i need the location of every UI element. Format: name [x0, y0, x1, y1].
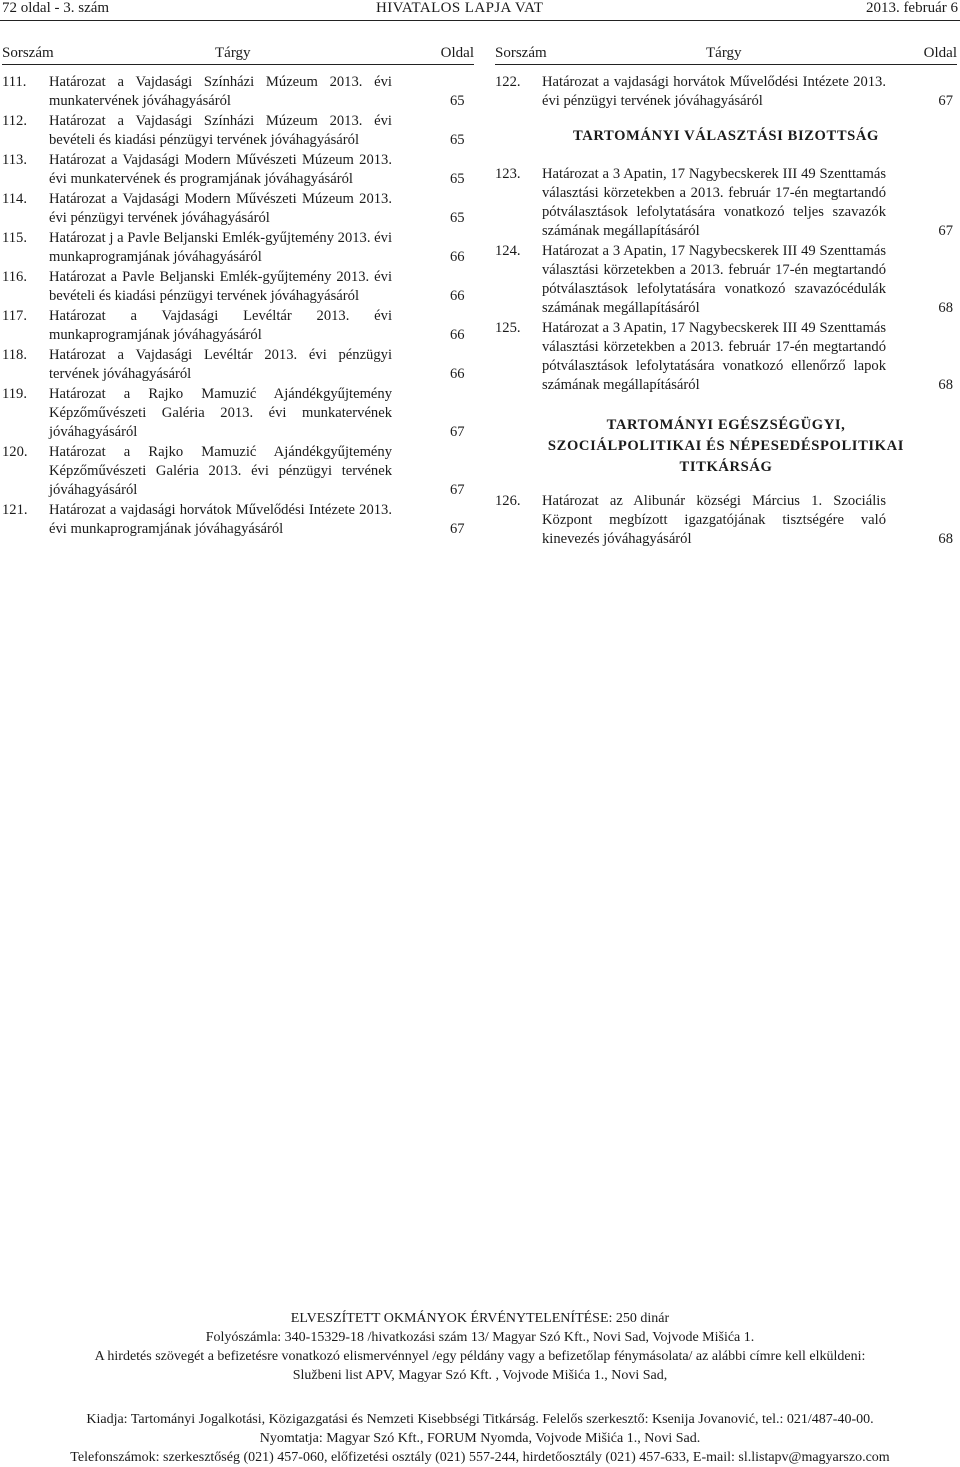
entry-number: 125. — [495, 320, 521, 336]
page-number-label: 72 oldal - 3. szám — [2, 0, 110, 16]
toc-entry — [2, 112, 474, 150]
section-title-line: SZOCIÁLPOLITIKAI ÉS NÉPESEDÉSPOLITIKAI — [547, 438, 905, 454]
toc-list — [495, 492, 957, 549]
toc-list — [495, 73, 957, 111]
col-page-label: Oldal — [440, 45, 474, 61]
imprint — [0, 1410, 960, 1467]
toc-entry — [495, 165, 957, 241]
entry-page: 68 — [938, 300, 953, 316]
entry-title: Határozat a 3 Apatin, 17 Nagybecskerek III 49 Szenttamás választási körzetekben a 2013. február 17-én megtartandó pótválasztások lefolytatására vonatkozó ellenőrző lapok számának megállapításáról — [542, 320, 886, 393]
entry-number: 117. — [2, 308, 27, 324]
entry-number: 119. — [2, 386, 27, 402]
toc-list — [495, 165, 957, 395]
toc-entry — [2, 443, 474, 500]
toc-list — [2, 73, 474, 539]
imprint-contacts: Telefonszámok: szerkesztőség (021) 457-060, előfizetési osztály (021) 557-244, hirdetőosztály (021) 457-633, E-mail: sl.listapv@magyarszo.com — [70, 1450, 890, 1465]
col-number-label: Sorszám — [2, 45, 54, 61]
entry-page: 65 — [450, 93, 465, 109]
notice-address: Službeni list APV, Magyar Szó Kft. , Vojvode Mišića 1., Novi Sad, — [292, 1368, 668, 1383]
running-header — [0, 0, 960, 22]
entry-number: 113. — [2, 152, 27, 168]
entry-page: 67 — [450, 424, 465, 440]
entry-page: 68 — [938, 531, 953, 547]
entry-title: Határozat a Vajdasági Levéltár 2013. évi pénzügyi tervének jóváhagyásáról — [49, 347, 392, 382]
column-header — [495, 44, 957, 65]
entry-number: 111. — [2, 74, 27, 90]
toc-entry — [2, 73, 474, 111]
section-title-health-secretariat — [495, 415, 957, 478]
entry-title: Határozat a Vajdasági Modern Művészeti Múzeum 2013. évi munkatervének és programjának jóváhagyásáról — [49, 152, 392, 187]
entry-page: 66 — [450, 249, 465, 265]
imprint-publisher: Kiadja: Tartományi Jogalkotási, Közigazgatási és Nemzeti Kisebbségi Titkárság. Felelős szerkesztő: Ksenija Jovanović, tel.: 021/487-40-00. — [86, 1412, 874, 1427]
entry-title: Határozat a vajdasági horvátok Művelődési Intézete 2013. évi munkaprogramjának jóváhagyásáról — [49, 502, 392, 537]
col-number-label: Sorszám — [495, 45, 547, 61]
toc-entry — [495, 73, 957, 111]
toc-entry — [2, 268, 474, 306]
toc-entry — [2, 229, 474, 267]
header-rule — [0, 20, 960, 21]
notice-instructions: A hirdetés szövegét a befizetésre vonatkozó elismervénnyel /egy példány vagy a befizetőlap fénymásolata/ az alábbi címre kell elküldeni: — [94, 1349, 866, 1364]
section-title-line: TARTOMÁNYI EGÉSZSÉGÜGYI, — [606, 417, 846, 433]
toc-entry — [2, 307, 474, 345]
entry-page: 65 — [450, 132, 465, 148]
issue-date: 2013. február 6 — [865, 0, 958, 16]
entry-number: 115. — [2, 230, 27, 246]
entry-page: 67 — [450, 482, 465, 498]
entry-number: 118. — [2, 347, 27, 363]
toc-entry — [2, 151, 474, 189]
entry-number: 121. — [2, 502, 28, 518]
entry-number: 124. — [495, 243, 521, 259]
entry-number: 122. — [495, 74, 521, 90]
col-page-label: Oldal — [923, 45, 957, 61]
entry-page: 66 — [450, 288, 465, 304]
entry-page: 65 — [450, 210, 465, 226]
entry-page: 67 — [450, 521, 465, 537]
entry-title: Határozat a 3 Apatin, 17 Nagybecskerek III 49 Szenttamás választási körzetekben a 2013. február 17-én megtartandó pótválasztások lefolytatására vonatkozó szavazócédulák számának megállapításáról — [542, 243, 886, 316]
column-header — [2, 44, 474, 65]
entry-page: 67 — [938, 223, 953, 239]
notice-title: ELVESZÍTETT OKMÁNYOK ÉRVÉNYTELENÍTÉSE: 250 dinár — [290, 1311, 670, 1326]
entry-title: Határozat a Rajko Mamuzić Ajándékgyűjtemény Képzőművészeti Galéria 2013. évi pénzügyi tervének jóváhagyásáról — [49, 444, 392, 498]
entry-title: Határozat az Alibunár községi Március 1. Szociális Központ megbízott igazgatójának tisztségére való kinevezés jóváhagyásáról — [542, 493, 886, 547]
entry-page: 65 — [450, 171, 465, 187]
entry-page: 68 — [938, 377, 953, 393]
section-title-line: TITKÁRSÁG — [679, 459, 773, 475]
gazette-title: HIVATALOS LAPJA VAT — [376, 0, 544, 16]
entry-title: Határozat a Rajko Mamuzić Ajándékgyűjtemény Képzőművészeti Galéria 2013. évi munkatervének jóváhagyásáról — [49, 386, 392, 440]
entry-page: 66 — [450, 366, 465, 382]
notice-box — [0, 1309, 960, 1385]
toc-entry — [2, 385, 474, 442]
entry-title: Határozat a Pavle Beljanski Emlék-gyűjtemény 2013. évi bevételi és kiadási pénzügyi tervének jóváhagyásáról — [49, 269, 392, 304]
entry-title: Határozat a 3 Apatin, 17 Nagybecskerek III 49 Szenttamás választási körzetekben a 2013. február 17-én megtartandó pótválasztások lefolytatására vonatkozó teljes szavazók számának megállapításáról — [542, 166, 886, 239]
entry-number: 120. — [2, 444, 28, 460]
right-column — [495, 44, 957, 550]
entry-title: Határozat j a Pavle Beljanski Emlék-gyűjtemény 2013. évi munkaprogramjának jóváhagyásáról — [49, 230, 392, 265]
section-title-election-commission: TARTOMÁNYI VÁLASZTÁSI BIZOTTSÁG — [573, 128, 879, 144]
toc-entry — [495, 242, 957, 318]
entry-title: Határozat a Vajdasági Színházi Múzeum 2013. évi munkatervének jóváhagyásáról — [49, 74, 392, 109]
entry-number: 116. — [2, 269, 27, 285]
entry-number: 123. — [495, 166, 521, 182]
entry-number: 126. — [495, 493, 521, 509]
entry-number: 114. — [2, 191, 27, 207]
notice-account: Folyószámla: 340-15329-18 /hivatkozási szám 13/ Magyar Szó Kft., Novi Sad, Vojvode Mišića 1. — [205, 1330, 755, 1345]
entry-page: 67 — [938, 93, 953, 109]
col-subject-label: Tárgy — [706, 45, 742, 61]
entry-title: Határozat a Vajdasági Modern Művészeti Múzeum 2013. évi pénzügyi tervének jóváhagyásáról — [49, 191, 392, 226]
toc-entry — [495, 492, 957, 549]
entry-page: 66 — [450, 327, 465, 343]
entry-title: Határozat a Vajdasági Színházi Múzeum 2013. évi bevételi és kiadási pénzügyi tervének jóváhagyásáról — [49, 113, 392, 148]
entry-title: Határozat a vajdasági horvátok Művelődési Intézete 2013. évi pénzügyi tervének jóváhagyásáról — [542, 74, 886, 109]
entry-number: 112. — [2, 113, 27, 129]
toc-entry — [2, 346, 474, 384]
entry-title: Határozat a Vajdasági Levéltár 2013. évi munkaprogramjának jóváhagyásáról — [49, 308, 392, 343]
col-subject-label: Tárgy — [215, 45, 251, 61]
toc-entry — [2, 190, 474, 228]
imprint-printer: Nyomtatja: Magyar Szó Kft., FORUM Nyomda, Vojvode Mišića 1., Novi Sad. — [259, 1431, 701, 1446]
left-column — [2, 44, 474, 540]
toc-entry — [2, 501, 474, 539]
toc-entry — [495, 319, 957, 395]
